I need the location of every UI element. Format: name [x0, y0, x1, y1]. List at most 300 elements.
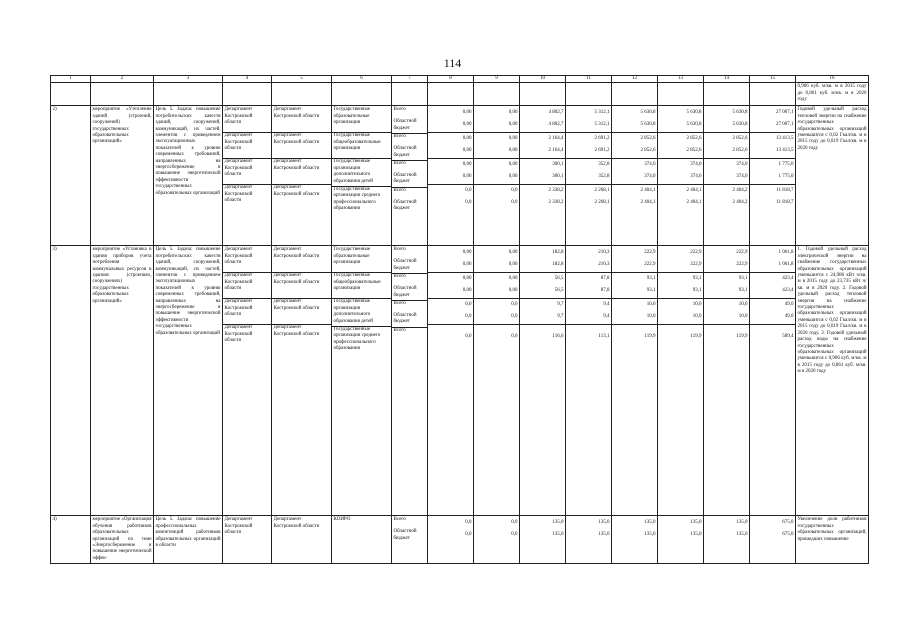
amount-value: 0,0	[511, 200, 518, 206]
responsible-executor	[223, 516, 272, 564]
carryover-row	[51, 83, 869, 106]
amount-group	[704, 299, 749, 325]
amount-value: 0,00	[508, 262, 518, 268]
column-number: 5	[272, 76, 332, 83]
amount-group	[750, 325, 795, 350]
funding-source-label: Всего	[393, 327, 406, 333]
column-number: 7	[392, 76, 428, 83]
amount-value: 0,0	[511, 532, 518, 538]
amount-group	[520, 299, 565, 325]
program-measures-table	[50, 75, 869, 564]
amount-column	[750, 246, 796, 516]
amount-value: 2 852,6	[732, 136, 748, 142]
amount-value: 222,9	[690, 250, 702, 256]
amount-value: 374,0	[736, 174, 748, 180]
amount-column	[612, 106, 658, 246]
amount-value: 589,4	[782, 334, 794, 340]
amount-column	[658, 516, 704, 564]
amount-value: 2 852,6	[640, 136, 656, 142]
amount-value: 374,0	[644, 174, 656, 180]
amount-value: 113,1	[598, 334, 610, 340]
page-number: 114	[443, 56, 462, 70]
funding-source-label: Всего	[393, 134, 406, 140]
amount-column	[428, 516, 474, 564]
executor-name: Департамент Костромской области	[223, 107, 271, 133]
empty-cell	[91, 83, 154, 106]
amount-group	[474, 273, 519, 299]
amount-value: 423,4	[782, 288, 794, 294]
funding-group	[392, 274, 427, 301]
administrator-name: Департамент Костромской области	[272, 247, 331, 273]
amount-value: 0,0	[465, 188, 472, 194]
funding-source-label: Всего	[393, 247, 406, 253]
funding-group	[392, 328, 427, 353]
empty-cell	[474, 83, 520, 106]
amount-group	[612, 133, 657, 159]
amount-value: 9,4	[603, 302, 610, 308]
amount-group	[658, 299, 703, 325]
empty-cell	[223, 83, 272, 106]
amount-column	[704, 246, 750, 516]
amount-group	[520, 325, 565, 350]
amount-value: 0,00	[462, 148, 472, 154]
administrator-name: Департамент Костромской области	[272, 133, 331, 159]
amount-value: 2 852,6	[640, 148, 656, 154]
funding-source	[392, 516, 428, 564]
amount-value: 5 312,1	[594, 122, 610, 128]
expected-result: Увеличение доли работников государственных образовательных организаций, прошедших повышение	[796, 516, 869, 564]
amount-group	[428, 247, 473, 273]
funding-group	[392, 517, 427, 543]
amount-value: 0,00	[462, 122, 472, 128]
amount-value: 2 404,1	[686, 200, 702, 206]
institution-name: Государственные организации дополнительного образования детей	[332, 299, 391, 327]
amount-column	[474, 246, 520, 516]
amount-group	[566, 273, 611, 299]
amount-value: 5 630,8	[686, 110, 702, 116]
amount-value: 210,3	[598, 250, 610, 256]
column-number: 2	[91, 76, 154, 83]
amount-group	[704, 185, 749, 210]
amount-group	[750, 107, 795, 133]
funding-source-label: Областной бюджет	[393, 259, 417, 271]
amount-group	[750, 299, 795, 325]
column-number: 11	[566, 76, 612, 83]
institution-type	[332, 246, 392, 516]
amount-value: 374,0	[690, 174, 702, 180]
amount-value: 423,4	[782, 276, 794, 282]
amount-value: 11 818,7	[776, 200, 794, 206]
administrator-name: Департамент Костромской области	[272, 299, 331, 325]
amount-value: 135,0	[690, 532, 702, 538]
column-number: 10	[520, 76, 566, 83]
amount-value: 10,0	[646, 302, 656, 308]
amount-group	[658, 133, 703, 159]
amount-value: 0,00	[508, 122, 518, 128]
column-number-row	[51, 76, 869, 83]
amount-value: 374,0	[690, 162, 702, 168]
amount-value: 0,0	[465, 532, 472, 538]
amount-column	[612, 516, 658, 564]
empty-cell	[750, 83, 796, 106]
executor-name: Департамент Костромской области	[223, 247, 271, 273]
amount-value: 10,0	[692, 314, 702, 320]
institution-name: Государственные общеобразовательные организации	[332, 133, 391, 159]
funding-source	[392, 246, 428, 516]
amount-group	[474, 247, 519, 273]
amount-value: 2 338,2	[548, 200, 564, 206]
amount-value: 2 404,2	[732, 200, 748, 206]
amount-column	[704, 516, 750, 564]
empty-cell	[566, 83, 612, 106]
amount-group	[474, 107, 519, 133]
amount-group	[474, 517, 519, 542]
amount-column	[750, 106, 796, 246]
amount-group	[704, 159, 749, 185]
column-number: 9	[474, 76, 520, 83]
empty-cell	[704, 83, 750, 106]
amount-group	[658, 185, 703, 210]
measure-title: мероприятие «Организация обучения работников образовательных организаций по теме «Энергосбережение и повышение энергетической эффек-	[91, 516, 154, 564]
amount-group	[658, 325, 703, 350]
amount-group	[474, 299, 519, 325]
column-number: 3	[154, 76, 223, 83]
column-number: 14	[704, 76, 750, 83]
amount-column	[520, 246, 566, 516]
measure-title: мероприятие «Установка в здания приборов учета потребления коммунальных ресурсов в зданиях (строениях, сооружениях) государственных образовательных организаций»	[91, 246, 154, 516]
amount-column	[566, 246, 612, 516]
amount-group	[566, 185, 611, 210]
amount-value: 0,0	[465, 302, 472, 308]
funding-source-label: Областной бюджет	[393, 146, 417, 158]
funding-source	[392, 106, 428, 246]
amount-group	[566, 247, 611, 273]
amount-group	[428, 273, 473, 299]
amount-value: 135,0	[644, 520, 656, 526]
amount-value: 2 404,1	[686, 188, 702, 194]
amount-value: 135,0	[552, 532, 564, 538]
amount-value: 5 630,8	[686, 122, 702, 128]
administrator-name: Департамент Костромской области	[273, 185, 320, 197]
amount-value: 0,0	[511, 520, 518, 526]
measure-row	[51, 106, 869, 246]
amount-column	[520, 106, 566, 246]
column-number: 13	[658, 76, 704, 83]
amount-group	[612, 247, 657, 273]
funding-group	[392, 134, 427, 161]
amount-value: 300,1	[552, 162, 564, 168]
amount-value: 0,00	[508, 148, 518, 154]
amount-value: 2 691,2	[594, 148, 610, 154]
amount-value: 0,00	[508, 288, 518, 294]
amount-group	[612, 185, 657, 210]
empty-cell	[154, 83, 223, 106]
amount-value: 0,00	[508, 162, 518, 168]
amount-column	[704, 106, 750, 246]
amount-group	[658, 247, 703, 273]
amount-value: 352,8	[598, 174, 610, 180]
amount-value: 135,0	[644, 532, 656, 538]
amount-value: 222,9	[736, 262, 748, 268]
amount-value: 2 164,4	[548, 136, 564, 142]
administrator-name: Департамент Костромской области	[273, 517, 320, 529]
amount-value: 56,5	[554, 276, 564, 282]
row-number: 4)	[51, 516, 91, 564]
amount-value: 2 268,1	[594, 188, 610, 194]
institution-type	[332, 516, 392, 564]
amount-value: 10,0	[738, 302, 748, 308]
amount-value: 27 007,1	[776, 110, 794, 116]
amount-value: 2 404,2	[732, 188, 748, 194]
amount-value: 93,1	[692, 276, 702, 282]
amount-group	[612, 517, 657, 542]
column-number: 12	[612, 76, 658, 83]
amount-group	[658, 107, 703, 133]
amount-value: 5 630,8	[640, 110, 656, 116]
amount-column	[750, 516, 796, 564]
amount-value: 87,8	[600, 288, 610, 294]
amount-value: 119,9	[644, 334, 656, 340]
institution-name: Государственные организации среднего профессионального образования	[333, 187, 381, 212]
amount-group	[658, 517, 703, 542]
executor-name: Департамент Костромской области	[224, 325, 253, 344]
administrator-name: Департамент Костромской области	[272, 159, 331, 185]
amount-column	[566, 106, 612, 246]
funding-group	[392, 247, 427, 274]
amount-value: 93,1	[646, 276, 656, 282]
institution-name: Государственные образовательные организации	[332, 107, 391, 133]
amount-value: 13 413,5	[776, 148, 794, 154]
amount-value: 93,1	[738, 288, 748, 294]
empty-cell	[428, 83, 474, 106]
amount-column	[658, 106, 704, 246]
amount-value: 182,8	[552, 250, 564, 256]
amount-group	[750, 247, 795, 273]
amount-value: 2 268,1	[594, 200, 610, 206]
institution-name: КОИРО	[333, 517, 351, 523]
amount-value: 0,0	[511, 188, 518, 194]
amount-column	[658, 246, 704, 516]
amount-group	[428, 325, 473, 350]
amount-column	[566, 516, 612, 564]
amount-group	[520, 133, 565, 159]
funding-source-label: Областной бюджет	[393, 173, 417, 185]
funding-source-label: Областной бюджет	[393, 199, 417, 212]
amount-value: 2 852,6	[686, 148, 702, 154]
amount-column	[428, 246, 474, 516]
amount-column	[474, 106, 520, 246]
amount-value: 135,0	[736, 520, 748, 526]
amount-value: 210,3	[598, 262, 610, 268]
amount-value: 2 404,1	[640, 200, 656, 206]
amount-value: 135,0	[736, 532, 748, 538]
amount-value: 9,4	[603, 314, 610, 320]
amount-value: 2 691,2	[594, 136, 610, 142]
institution-name: Государственные организации дополнительного образования детей	[332, 159, 391, 187]
column-number: 4	[223, 76, 272, 83]
column-number: 6	[332, 76, 392, 83]
amount-value: 10,0	[692, 302, 702, 308]
amount-value: 300,1	[552, 174, 564, 180]
funding-source-label: Всего	[393, 274, 406, 280]
amount-group	[566, 107, 611, 133]
amount-value: 2 852,6	[686, 136, 702, 142]
funding-group	[392, 188, 427, 214]
amount-value: 374,0	[644, 162, 656, 168]
amount-group	[566, 133, 611, 159]
administrator-name: Департамент Костромской области	[272, 107, 331, 133]
funding-source-label: Всего	[393, 161, 406, 167]
amount-value: 0,0	[465, 334, 472, 340]
amount-value: 4 802,7	[548, 110, 564, 116]
amount-value: 0,0	[511, 302, 518, 308]
amount-value: 119,9	[690, 334, 702, 340]
column-number: 16	[796, 76, 869, 83]
column-number: 8	[428, 76, 474, 83]
amount-value: 222,9	[644, 250, 656, 256]
amount-value: 10,0	[646, 314, 656, 320]
main-administrator	[272, 246, 332, 516]
amount-group	[428, 159, 473, 185]
amount-column	[428, 106, 474, 246]
row-number: 3)	[51, 246, 91, 516]
goal-task: Цель 5. Задача: повышение потребительских качеств зданий, сооружений, коммуникаций, их частей, элементов с приведением эксплуатационных показателей к уровню современных требований, направленных на энергосбережение и повышение энергетической эффективности государственных образовательных организаций	[154, 106, 223, 246]
executor-name: Департамент Костромской области	[223, 299, 271, 325]
funding-group	[392, 161, 427, 188]
amount-group	[520, 247, 565, 273]
measure-row	[51, 246, 869, 516]
amount-group	[520, 517, 565, 542]
amount-group	[520, 185, 565, 210]
empty-cell	[612, 83, 658, 106]
amount-value: 0,00	[462, 276, 472, 282]
executor-name: Департамент Костромской области	[223, 159, 271, 185]
amount-group	[566, 159, 611, 185]
institution-name: Государственные организации среднего профессионального образования	[333, 327, 381, 352]
executor-name: Департамент Костромской области	[224, 517, 253, 536]
amount-value: 0,00	[462, 250, 472, 256]
amount-group	[428, 185, 473, 210]
amount-value: 119,9	[736, 334, 748, 340]
amount-value: 0,0	[511, 314, 518, 320]
expected-result: Годовой удельный расход тепловой энергии на снабжение государственных образовательных организаций уменьшится с 0,02 Гкал/кв. м в 2015 году до 0,019 Гкал/кв. м в 2020 году	[796, 106, 869, 246]
amount-column	[612, 246, 658, 516]
amount-value: 11 818,7	[776, 188, 794, 194]
executor-name: Департамент Костромской области	[223, 273, 271, 299]
amount-value: 222,9	[690, 262, 702, 268]
amount-value: 9,7	[557, 314, 564, 320]
amount-value: 4 802,7	[548, 122, 564, 128]
amount-value: 0,00	[508, 250, 518, 256]
amount-value: 93,1	[646, 288, 656, 294]
amount-group	[474, 133, 519, 159]
row-number: 2)	[51, 106, 91, 246]
empty-cell	[51, 83, 91, 106]
funding-source-label: Всего	[393, 301, 406, 307]
funding-source-label: Областной бюджет	[393, 119, 417, 131]
amount-group	[566, 299, 611, 325]
amount-group	[658, 273, 703, 299]
amount-group	[566, 517, 611, 542]
amount-group	[750, 159, 795, 185]
amount-value: 5 630,8	[732, 122, 748, 128]
main-administrator	[272, 106, 332, 246]
amount-value: 5 630,8	[732, 110, 748, 116]
amount-value: 5 630,8	[640, 122, 656, 128]
amount-group	[750, 273, 795, 299]
amount-value: 222,9	[736, 250, 748, 256]
goal-task: Цель 5. Задача: повышение профессиональных компетенций работников образовательных организаций в области	[154, 516, 223, 564]
amount-value: 93,1	[692, 288, 702, 294]
amount-value: 135,0	[598, 520, 610, 526]
amount-value: 27 007,1	[776, 122, 794, 128]
amount-group	[520, 159, 565, 185]
amount-value: 135,0	[552, 520, 564, 526]
amount-group	[474, 325, 519, 350]
amount-value: 0,00	[462, 288, 472, 294]
amount-group	[750, 517, 795, 542]
main-administrator	[272, 516, 332, 564]
amount-column	[474, 516, 520, 564]
responsible-executor	[223, 106, 272, 246]
amount-group	[428, 517, 473, 542]
funding-source-label: Всего	[393, 187, 406, 193]
amount-value: 0,00	[462, 110, 472, 116]
amount-group	[704, 517, 749, 542]
amount-group	[428, 133, 473, 159]
amount-value: 56,5	[554, 288, 564, 294]
column-number: 15	[750, 76, 796, 83]
empty-cell	[658, 83, 704, 106]
amount-value: 675,0	[782, 532, 794, 538]
responsible-executor	[223, 246, 272, 516]
amount-value: 49,0	[784, 314, 794, 320]
amount-value: 182,8	[552, 262, 564, 268]
administrator-name: Департамент Костромской области	[272, 273, 331, 299]
amount-value: 374,0	[736, 162, 748, 168]
amount-group	[750, 185, 795, 210]
amount-value: 2 338,2	[548, 188, 564, 194]
amount-value: 1 775,0	[778, 174, 794, 180]
expected-result: 1. Годовой удельный расход электрической энергии на снабжение государственных образовательных организаций уменьшится с 24,986 кВт ч/кв. м в 2015 году до 23,735 кВт ч/кв. м в 2020 году. 2. Годовой удельный расход тепловой энергии на снабжение государственных образовательных организаций уменьшится с 0,02 Гкал/кв. м в 2015 году до 0,019 Гкал/кв. м в 2020 году. 3. Годовой удельный расход воды на снабжение государственных образовательных организаций уменьшится с 0,906 куб. м/кв. м в 2015 году до 0,861 куб. м/кв. м в 2020 году	[796, 246, 869, 516]
institution-name: Государственные общеобразовательные организации	[332, 273, 391, 299]
amount-value: 0,00	[462, 136, 472, 142]
amount-value: 0,00	[508, 276, 518, 282]
empty-cell	[392, 83, 428, 106]
amount-group	[428, 299, 473, 325]
amount-group	[658, 159, 703, 185]
administrator-name: Департамент Костромской области	[273, 325, 320, 337]
amount-value: 0,0	[465, 200, 472, 206]
amount-value: 49,0	[784, 302, 794, 308]
amount-value: 0,0	[465, 520, 472, 526]
amount-value: 1 061,8	[778, 262, 794, 268]
amount-group	[474, 159, 519, 185]
funding-group	[392, 107, 427, 134]
funding-source-label: Областной бюджет	[393, 313, 417, 325]
amount-group	[612, 107, 657, 133]
column-number: 1	[51, 76, 91, 83]
amount-value: 222,9	[644, 262, 656, 268]
amount-group	[704, 273, 749, 299]
amount-value: 13 413,5	[776, 136, 794, 142]
empty-cell	[520, 83, 566, 106]
measure-row	[51, 516, 869, 564]
amount-group	[612, 273, 657, 299]
amount-value: 87,8	[600, 276, 610, 282]
carryover-note: 0,906 куб. м/кв. м в 2015 году до 0,861 куб. м/кв. м в 2020 году	[796, 83, 869, 106]
goal-task: Цель 5. Задача: повышение потребительских качеств зданий, сооружений, коммуникаций, их частей, элементов с приведением эксплуатационных показателей к уровню современных требований, направленных на энергосбережение и повышение энергетической эффективности государственных образовательных организаций	[154, 246, 223, 516]
